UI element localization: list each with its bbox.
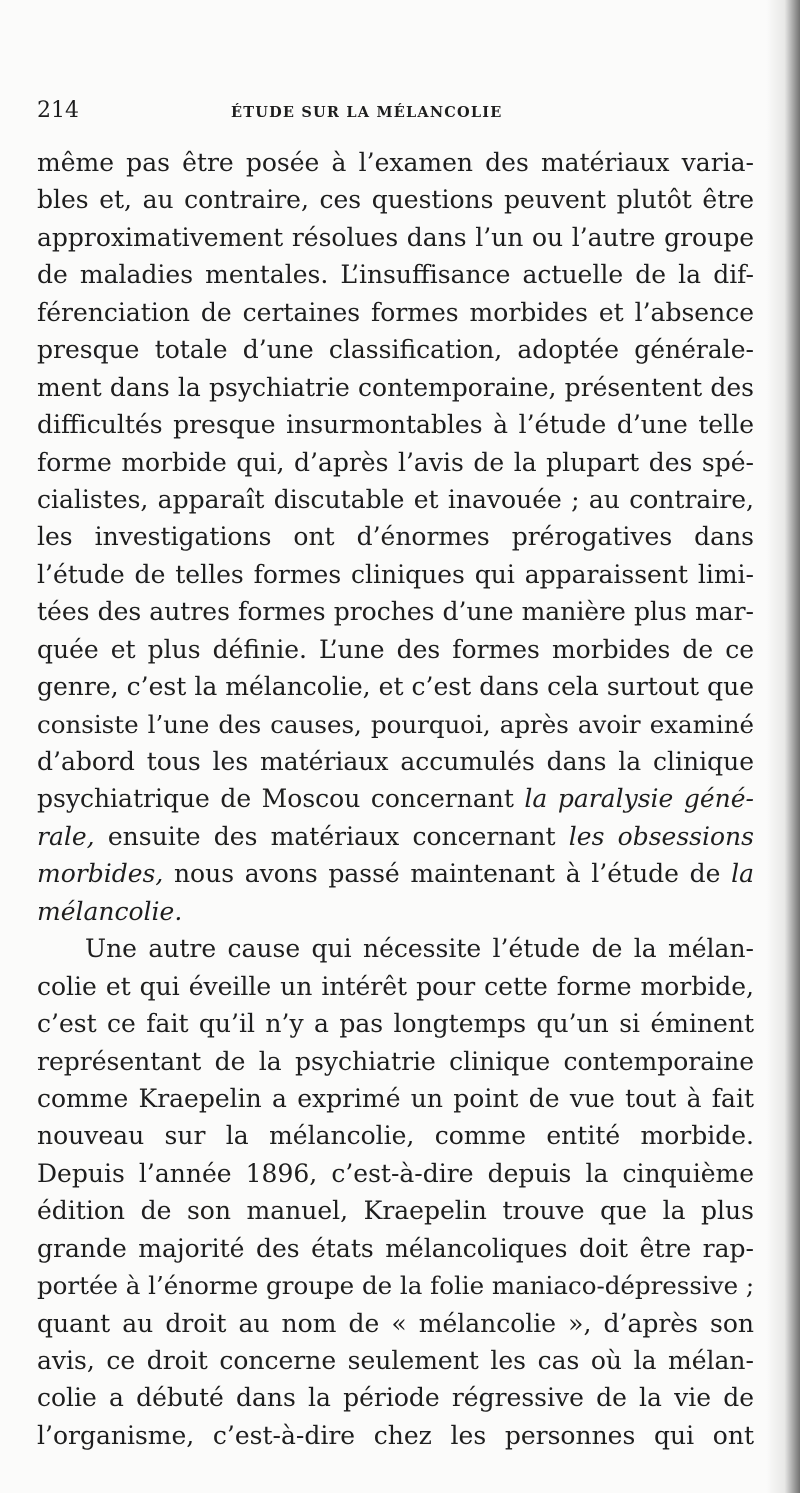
text-line: l’étude de telles formes cliniques qui apparaissent limi-: [37, 559, 754, 589]
text-line: [37, 780, 754, 817]
text-line: tées des autres formes proches d’une manière plus mar-: [37, 597, 754, 627]
italic-title-paralysie: la paralysie géné-: [524, 784, 754, 814]
text-line: colie a débuté dans la période régressive de la vie de: [37, 1383, 754, 1413]
text-line: de maladies mentales. L’insuffisance actuelle de la dif-: [37, 260, 754, 290]
text-line: forme morbide qui, d’après l’avis de la plupart des spé-: [37, 447, 754, 477]
text-line: Une autre cause qui nécessite l’étude de la mélan-: [85, 934, 754, 964]
text-segment: ensuite des matériaux concernant: [94, 821, 569, 851]
text-line: approximativement résolues dans l’un ou l’autre groupe: [37, 222, 754, 252]
text-line: consiste l’une des causes, pourquoi, après avoir examiné: [37, 709, 754, 739]
text-line: l’organisme, c’est-à-dire chez les personnes qui ont: [37, 1420, 754, 1450]
text-line: bles et, au contraire, ces questions peuvent plutôt être: [37, 185, 754, 215]
page-edge-shadow: [766, 0, 800, 1493]
italic-title-melancolie: la: [731, 859, 754, 889]
text-line: [37, 818, 754, 855]
italic-title-obsessions-end: morbides,: [37, 859, 164, 889]
text-line: comme Kraepelin a exprimé un point de vue tout à fait: [37, 1083, 754, 1113]
text-line: représentant de la psychiatrie clinique contemporaine: [37, 1046, 754, 1076]
italic-title-obsessions: les obsessions: [568, 821, 754, 851]
text-line: portée à l’énorme groupe de la folie maniaco-dépressive ;: [37, 1271, 755, 1301]
text-line: [37, 855, 754, 892]
text-line: genre, c’est la mélancolie, et c’est dans cela surtout que: [37, 672, 754, 702]
running-title: ÉTUDE SUR LA MÉLANCOLIE: [231, 104, 503, 121]
text-line: nouveau sur la mélancolie, comme entité morbide.: [37, 1121, 754, 1151]
text-line: d’abord tous les matériaux accumulés dans la clinique: [37, 747, 754, 776]
text-line: [37, 893, 754, 930]
text-line: édition de son manuel, Kraepelin trouve que la plus: [37, 1196, 754, 1226]
italic-title-melancolie-end: mélancolie.: [37, 896, 183, 926]
text-line: férenciation de certaines formes morbides et l’absence: [37, 297, 754, 327]
text-line: cialistes, apparaît discutable et inavouée ; au contraire,: [37, 484, 754, 514]
text-line: presque totale d’une classification, adoptée générale-: [37, 335, 754, 365]
text-line: c’est ce fait qu’il n’y a pas longtemps qu’un si éminent: [37, 1009, 754, 1039]
body-text: [37, 144, 754, 1454]
page-header: [37, 98, 757, 132]
text-line: Depuis l’année 1896, c’est-à-dire depuis la cinquième: [37, 1158, 754, 1188]
page-number: 214: [37, 98, 79, 123]
text-line: avis, ce droit concerne seulement les cas où la mélan-: [37, 1346, 754, 1375]
text-line: difficultés presque insurmontables à l’étude d’une telle: [37, 410, 754, 440]
text-line: les investigations ont d’énormes prérogatives dans: [37, 522, 754, 552]
text-line: même pas être posée à l’examen des matériaux varia-: [37, 148, 754, 177]
text-line: quant au droit au nom de « mélancolie », d’après son: [37, 1308, 754, 1338]
italic-title-paralysie-end: rale,: [37, 821, 95, 851]
text-segment: nous avons passé maintenant à l’étude de: [163, 859, 732, 889]
text-line: ment dans la psychiatrie contemporaine, présentent des: [37, 372, 754, 402]
text-line: grande majorité des états mélancoliques doit être rap-: [37, 1233, 754, 1263]
text-line: quée et plus définie. L’une des formes morbides de ce: [37, 634, 754, 664]
text-line: colie et qui éveille un intérêt pour cette forme morbide,: [37, 971, 754, 1001]
text-segment: psychiatrique de Moscou concernant: [37, 784, 525, 814]
